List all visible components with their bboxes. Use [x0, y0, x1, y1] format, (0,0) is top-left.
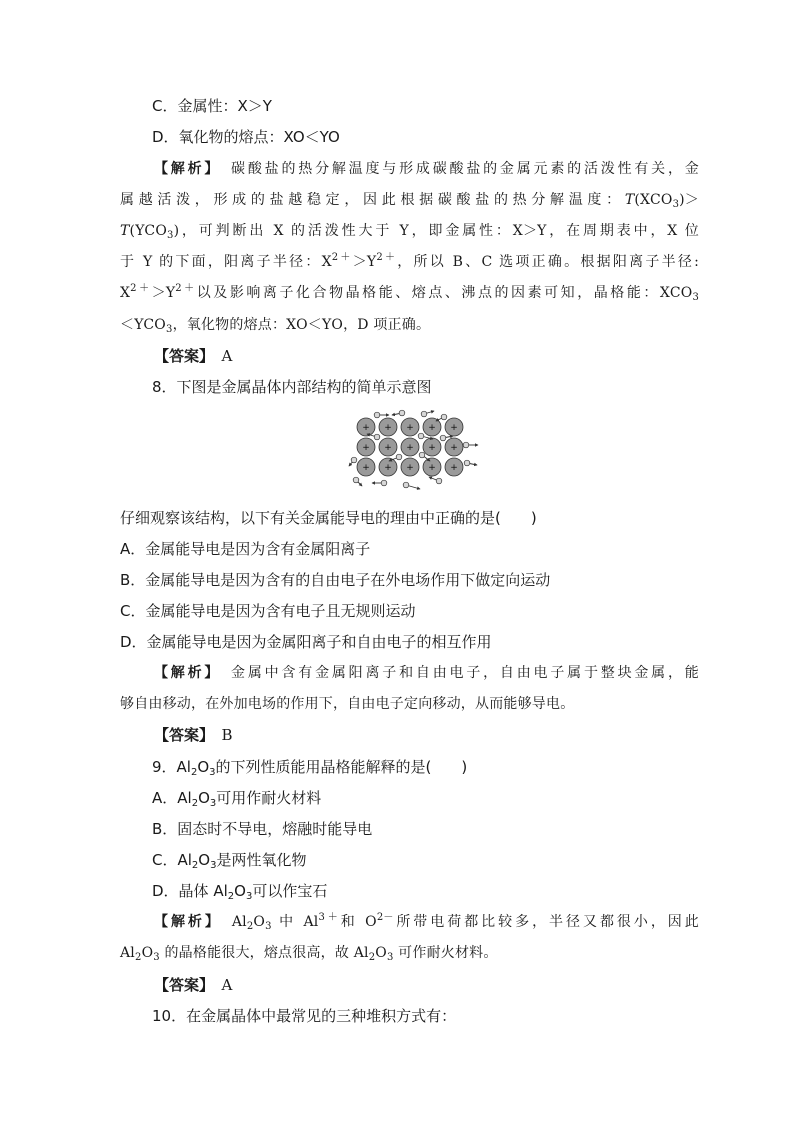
cation [357, 438, 375, 456]
q7-answer [154, 346, 232, 366]
q8-solution-label: 【解析】 [154, 665, 215, 681]
q7-option-d: D．氧化物的熔点：XO＜YO [152, 128, 340, 146]
q8-stem: 8．下图是金属晶体内部结构的简单示意图 [152, 378, 432, 396]
q9-solution-line-1: 【解析】 $Al_2O_3$ 中 $Al^{3+}$和 $O^{2-}$所带电荷都比较多，半径又都很小，因此 [154, 912, 699, 932]
cation [401, 418, 419, 436]
q8-solution-line-1 [154, 663, 699, 683]
cation [357, 458, 375, 476]
q8-answer-value: B [221, 726, 233, 744]
svg-text:+: + [384, 423, 392, 433]
svg-text:+: + [406, 423, 414, 433]
svg-text:+: + [362, 463, 370, 473]
q7-solution-line-2: 属越活泼，形成的盐越稳定，因此根据碳酸盐的热分解温度：$T(XCO_3)>$ [120, 192, 699, 210]
cation [423, 458, 441, 476]
q9-answer-label: 【答案】 [154, 976, 207, 994]
q9-answer-value: A [221, 976, 233, 994]
q9-stem: 9．$Al_2O_3$的下列性质能用晶格能解释的是( ) [152, 758, 468, 778]
electron [374, 412, 389, 418]
svg-text:+: + [384, 443, 392, 453]
cation [379, 438, 397, 456]
electron [403, 482, 420, 489]
q7-solution-line-1: 【解析】 碳酸盐的热分解温度与形成碳酸盐的金属元素的活泼性有关，金 [154, 161, 699, 177]
svg-text:+: + [362, 443, 370, 453]
electron [429, 477, 442, 484]
q7-solution-line-4: 于 Y 的下面，阳离子半径：$X^{2+}>Y^{2+}$，所以 B、C 选项正确。根据阳离子半径: [120, 252, 700, 270]
q8-option-b: B．金属能导电是因为含有的自由电子在外电场作用下做定向运动 [120, 571, 551, 589]
q7-solution-line-6: $<YCO_3$，氧化物的熔点：XO＜YO，D 项正确。 [120, 317, 431, 335]
q9-solution-line-2: $Al_2O_3$ 的晶格能很大，熔点很高，故 $Al_2O_3$ 可作耐火材料。 [120, 945, 498, 963]
q8-solution-text-1: 金属中含有金属阳离子和自由电子，自由电子属于整块金属，能 [231, 665, 699, 681]
svg-text:+: + [428, 463, 436, 473]
q9-answer [154, 975, 232, 995]
cation [401, 438, 419, 456]
q7-answer-value: A [221, 347, 233, 365]
q8-solution-line-2: 够自由移动，在外加电场的作用下，自由电子定向移动，从而能够导电。 [120, 696, 575, 712]
electron [372, 480, 387, 486]
svg-text:+: + [428, 443, 436, 453]
electron [463, 442, 478, 448]
svg-text:+: + [450, 423, 458, 433]
q7-answer-label: 【答案】 [154, 347, 207, 365]
cation [401, 458, 419, 476]
q8-option-c: C．金属能导电是因为含有电子且无规则运动 [120, 602, 416, 620]
electron [353, 477, 362, 486]
q9-solution-label: 【解析】 [154, 914, 215, 930]
q7-solution-label: 【解析】 [154, 161, 215, 177]
svg-text:+: + [406, 463, 414, 473]
q7-option-c: C．金属性：X＞Y [152, 97, 272, 115]
q10-stem: 10．在金属晶体中最常见的三种堆积方式有： [152, 1007, 457, 1025]
cation [445, 438, 463, 456]
q8-option-a: A．金属能导电是因为含有金属阳离子 [120, 540, 371, 558]
q9-option-b: B．固态时不导电，熔融时能导电 [152, 820, 373, 838]
q8-option-d: D．金属能导电是因为金属阳离子和自由电子的相互作用 [120, 633, 492, 651]
metal-cation-grid [357, 418, 463, 476]
electron [421, 411, 434, 417]
cation [357, 418, 375, 436]
q8-answer [154, 725, 233, 745]
electron [436, 414, 447, 421]
cation [423, 418, 441, 436]
cation [379, 418, 397, 436]
svg-text:+: + [362, 423, 370, 433]
svg-text:+: + [384, 463, 392, 473]
svg-text:+: + [450, 463, 458, 473]
electron [464, 460, 477, 466]
electron [392, 410, 405, 416]
q7-solution-line-5: $X^{2+}>Y^{2+}$以及影响离子化合物晶格能、熔点、沸点的因素可知，晶格能：$XCO_3$ [120, 283, 700, 303]
svg-text:+: + [428, 423, 436, 433]
electron [349, 457, 357, 466]
svg-text:+: + [406, 443, 414, 453]
svg-text:+: + [450, 443, 458, 453]
q9-option-c: C．$Al_2O_3$是两性氧化物 [152, 851, 307, 871]
q9-option-a: A．$Al_2O_3$可用作耐火材料 [152, 789, 322, 809]
cation [445, 418, 463, 436]
q9-option-d: D．晶体 $Al_2O_3$可以作宝石 [152, 882, 328, 902]
q8-question: 仔细观察该结构，以下有关金属能导电的理由中正确的是( ) [120, 509, 537, 527]
metal-crystal-figure [344, 405, 484, 495]
cation [379, 458, 397, 476]
q8-answer-label: 【答案】 [154, 726, 207, 744]
cation [423, 438, 441, 456]
cation [445, 458, 463, 476]
q7-solution-line-3: $T(YCO_3)$，可判断出 X 的活泼性大于 Y，即金属性：X＞Y，在周期表中，X 位 [120, 223, 699, 241]
